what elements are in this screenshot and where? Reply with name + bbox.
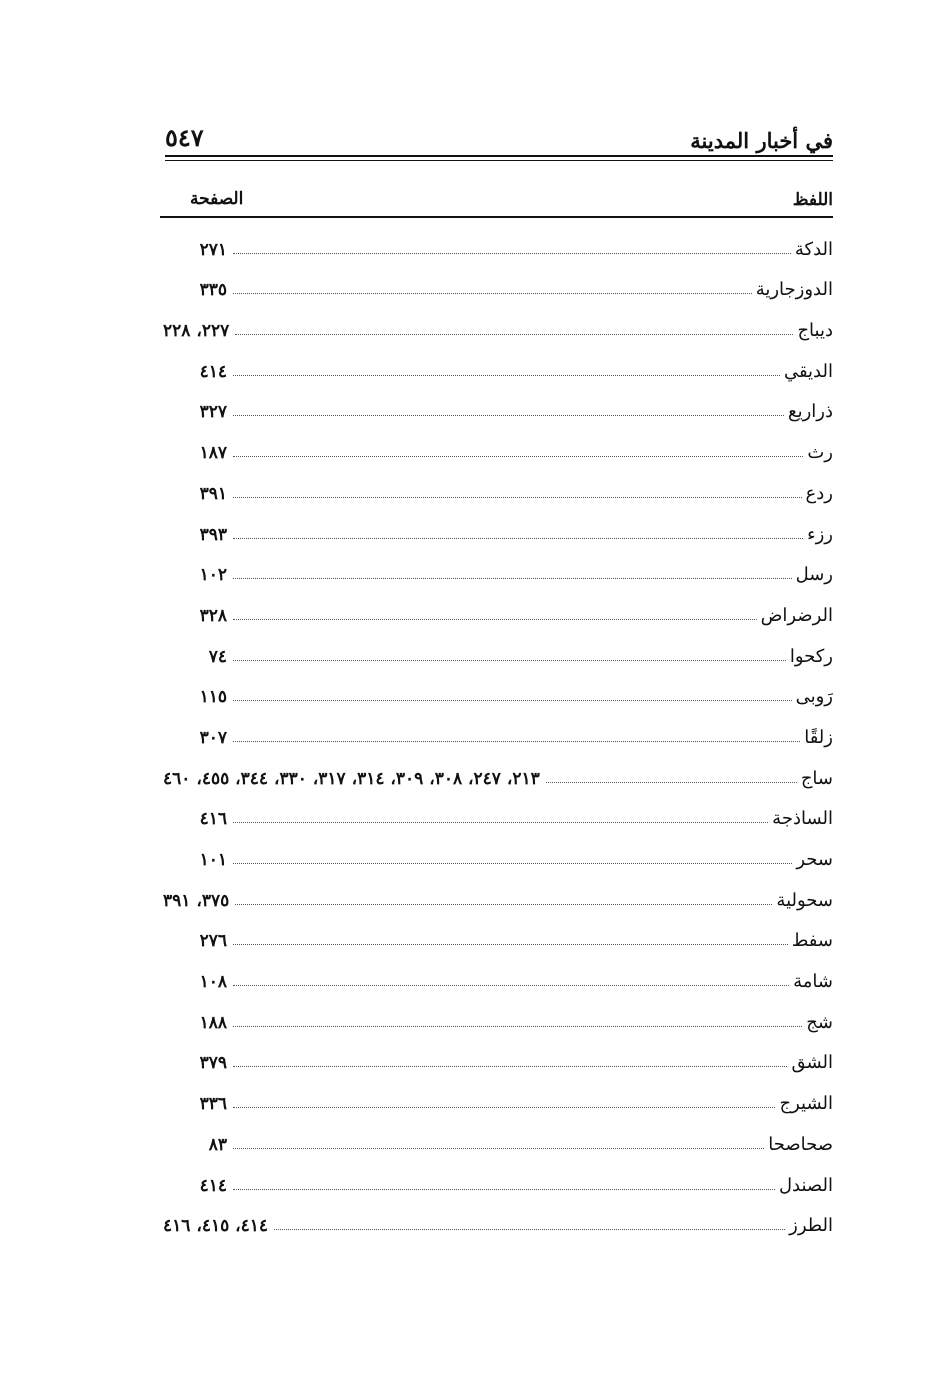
index-term: الديقي (783, 360, 833, 382)
index-term: الشيرج (779, 1093, 833, 1115)
index-entry (163, 1039, 833, 1080)
page-refs-cell (163, 525, 233, 545)
page-refs: ٣٢٧ (199, 402, 227, 423)
page-refs: ٤١٤ (199, 361, 227, 382)
dot-leader (233, 456, 803, 457)
page-refs: ٤١٤، ٤١٥، ٤١٦ (163, 1216, 269, 1237)
index-entry (163, 1161, 833, 1202)
page-refs: ١٠٢ (199, 565, 227, 586)
page-refs-cell (163, 850, 233, 870)
index-entry (163, 428, 833, 469)
dot-leader (233, 1026, 802, 1027)
index-term: ذراريع (788, 401, 833, 423)
page-refs: ١١٥ (199, 687, 227, 708)
index-term: ركحوا (789, 645, 833, 667)
dot-leader (235, 334, 793, 335)
dot-leader (233, 578, 792, 579)
page-refs: ٣٩٣ (199, 524, 227, 545)
page-refs-cell (163, 647, 233, 667)
index-entry (163, 551, 833, 592)
dot-leader (274, 1229, 785, 1230)
index-term: رسل (795, 564, 833, 586)
page-refs: ٣٣٦ (199, 1094, 227, 1115)
page-refs: ١٠٨ (199, 972, 227, 993)
page-refs-cell (163, 1216, 274, 1236)
dot-leader (233, 1189, 775, 1190)
index-entry (163, 1120, 833, 1161)
page-refs-cell (163, 280, 233, 300)
page-refs-cell (163, 402, 233, 422)
page-refs: ٢١٣، ٢٤٧، ٣٠٨، ٣٠٩، ٣١٤، ٣١٧، ٣٣٠، ٣٤٤، ٤٥٥، ٤٦٠ (163, 768, 540, 789)
page-refs: ١٨٧ (199, 443, 227, 464)
index-entry (163, 388, 833, 429)
page-refs-cell (163, 1094, 233, 1114)
index-entry (163, 957, 833, 998)
page-refs: ٤١٤ (199, 1175, 227, 1196)
index-term: الشق (791, 1052, 833, 1074)
column-heading-page: الصفحة (190, 189, 244, 209)
index-entry (163, 917, 833, 958)
page-refs-cell (163, 362, 233, 382)
dot-leader (233, 1148, 764, 1149)
page-refs: ٨٣ (208, 1134, 227, 1155)
index-entry (163, 1079, 833, 1120)
index-term: سحولية (776, 889, 833, 911)
header-rule-thin (165, 160, 833, 161)
index-term: سحر (796, 849, 833, 870)
index-entry (163, 632, 833, 673)
index-term: الساذجة (772, 808, 833, 830)
page-refs: ٣٧٩ (199, 1053, 227, 1074)
dot-leader (233, 375, 780, 376)
page-refs-cell (163, 728, 233, 748)
page-refs: ٢٧١ (199, 239, 227, 260)
dot-leader (233, 293, 752, 294)
index-entry (163, 469, 833, 510)
index-entry (163, 347, 833, 388)
index-entry (163, 591, 833, 632)
dot-leader (233, 660, 786, 661)
dot-leader (235, 904, 772, 905)
dot-leader (233, 538, 803, 539)
page-refs-cell (163, 240, 233, 260)
index-term: الرضراض (760, 604, 833, 626)
index-term: الدوزجارية (755, 279, 833, 301)
index-entry (163, 1202, 833, 1243)
page-refs-cell (163, 484, 233, 504)
page-refs: ٧٤ (208, 646, 227, 667)
column-heading-word: اللفظ (792, 190, 833, 210)
page-refs-cell (163, 1176, 233, 1196)
dot-leader (233, 253, 791, 254)
page-refs: ٣٢٨ (199, 605, 227, 626)
page-refs: ١٨٨ (199, 1012, 227, 1033)
index-term: سفط (791, 930, 833, 952)
index-term: ديباج (797, 320, 833, 342)
page-refs: ٢٧٦ (199, 931, 227, 952)
page-refs: ٢٢٧، ٢٢٨ (163, 321, 230, 342)
column-heading-rule (160, 216, 833, 218)
page-refs-cell (163, 606, 233, 626)
page-number: ٥٤٧ (165, 123, 204, 152)
index-term: الصندل (778, 1174, 833, 1196)
dot-leader (233, 619, 757, 620)
dot-leader (233, 944, 788, 945)
page-refs-cell (163, 443, 233, 463)
page-refs-cell (163, 931, 233, 951)
index-entry (163, 795, 833, 836)
dot-leader (233, 863, 792, 864)
index-entry (163, 266, 833, 307)
page-refs-cell (163, 1053, 233, 1073)
page-refs-cell (163, 809, 233, 829)
dot-leader (233, 741, 800, 742)
page-refs: ١٠١ (199, 850, 227, 870)
dot-leader (546, 782, 797, 783)
dot-leader (233, 1066, 787, 1067)
index-entry (163, 998, 833, 1039)
page-refs-cell (163, 1135, 233, 1155)
page-refs-cell (163, 972, 233, 992)
dot-leader (233, 700, 792, 701)
index-entry (163, 306, 833, 347)
page-refs-cell (163, 1013, 233, 1033)
header-rule-thick (165, 155, 833, 157)
index-term: الطرز (789, 1215, 833, 1237)
index-entry (163, 673, 833, 714)
index-term: ردع (805, 482, 833, 504)
page-refs-cell (163, 321, 235, 341)
index-entry (163, 713, 833, 754)
page-refs-cell (163, 769, 546, 789)
index-term: زلقًا (804, 726, 833, 748)
index-entry (163, 876, 833, 917)
running-title: في أخبار المدينة (690, 128, 833, 153)
page-refs-cell (163, 891, 235, 911)
page-refs: ٣٩١ (199, 483, 227, 504)
index-list (163, 225, 833, 1242)
page-refs: ٣٣٥ (199, 280, 227, 301)
index-entry (163, 225, 833, 266)
page-refs: ٣٧٥، ٣٩١ (163, 890, 230, 911)
page-refs: ٣٠٧ (199, 727, 227, 748)
page-refs: ٤١٦ (199, 809, 227, 830)
page-refs-cell (163, 565, 233, 585)
dot-leader (233, 1107, 775, 1108)
index-term: صحاصحا (768, 1133, 833, 1155)
dot-leader (233, 497, 802, 498)
index-entry (163, 754, 833, 795)
dot-leader (233, 822, 768, 823)
dot-leader (233, 985, 789, 986)
index-term: شج (806, 1011, 833, 1033)
page-refs-cell (163, 687, 233, 707)
index-term: رَوبى (795, 686, 833, 708)
page-header (165, 118, 833, 158)
dot-leader (233, 415, 784, 416)
index-term: رزء (807, 523, 833, 545)
index-term: ساج (800, 767, 833, 789)
index-term: شامة (793, 971, 833, 993)
index-entry (163, 835, 833, 876)
index-term: الدكة (794, 238, 833, 260)
index-entry (163, 510, 833, 551)
index-term: رث (807, 442, 833, 464)
